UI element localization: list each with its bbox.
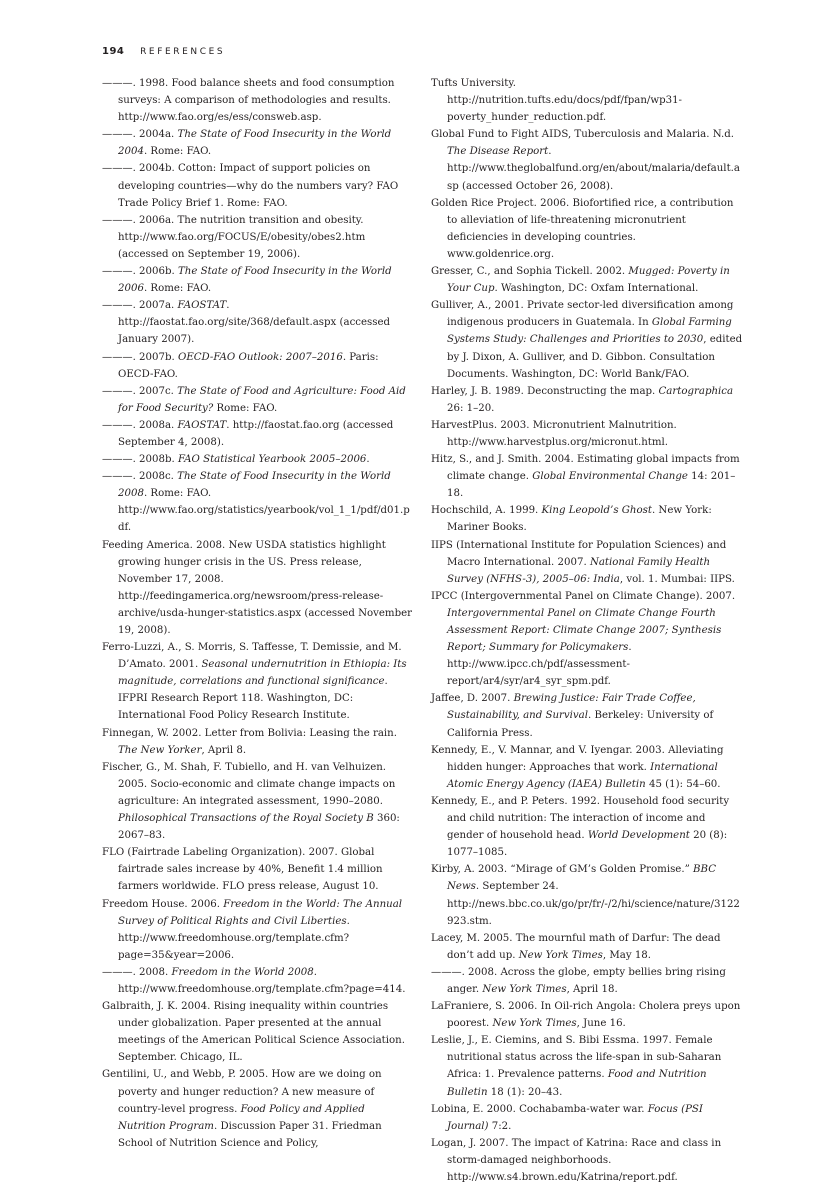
reference-title: The Disease Report — [447, 146, 549, 158]
reference-entry — [102, 759, 414, 844]
reference-text: ———. 1998. Food balance sheets and food consumption surveys: A comparison of methodologies and results. http://www.fao.org/es/ess/consweb.asp. — [102, 78, 395, 124]
reference-text: , edited by J. Dixon, A. Gulliver, and D. Gibbon. Consultation Documents. Washington, DC: World Bank/FAO. — [447, 334, 743, 380]
reference-text: Ferro-Luzzi, A., S. Morris, S. Taffesse, T. Demissie, and M. D’Amato. 2001. — [102, 642, 402, 671]
reference-text: Logan, J. 2007. The impact of Katrina: Race and class in storm-damaged neighborhoods. http://www.s4.brown.edu/Katrina/report.pdf. — [431, 1137, 722, 1183]
reference-title: King Leopold’s Ghost — [541, 505, 652, 517]
reference-title: Intergovernmental Panel on Climate Change Fourth Assessment Report: Climate Change 2007; Synthesis Report; Summary for Policymakers — [447, 607, 722, 654]
reference-entry — [431, 793, 743, 861]
reference-text: . New York: Mariner Books. — [447, 505, 712, 534]
reference-text: , June 16. — [576, 1018, 626, 1030]
reference-title: Mugged: Poverty in Your Cup — [447, 266, 730, 295]
reference-entry — [431, 537, 743, 588]
running-header — [102, 46, 225, 57]
reference-text: ———. 2006a. The nutrition transition and obesity. http://www.fao.org/FOCUS/E/obesity/obes2.htm (accessed on September 19, 2006). — [102, 214, 366, 260]
page-number: 194 — [102, 46, 125, 57]
reference-entry — [431, 930, 743, 964]
reference-title: Food Policy and Applied Nutrition Program — [118, 1103, 365, 1132]
reference-entry — [102, 297, 414, 348]
reference-title: The State of Food and Agriculture: Food Aid for Food Security? — [118, 385, 406, 414]
reference-text: ———. 2004a. — [102, 129, 178, 141]
reference-text: Kennedy, E., and P. Peters. 1992. Household food security and child nutrition: The interaction of income and gender of household head. — [431, 795, 730, 842]
reference-entry — [102, 896, 414, 964]
reference-entry — [431, 75, 743, 126]
reference-text: IPCC (Intergovernmental Panel on Climate Change). 2007. — [431, 590, 736, 602]
reference-text: Finnegan, W. 2002. Letter from Bolivia: Leasing the rain. — [102, 727, 397, 739]
reference-text: . http://www.ipcc.ch/pdf/assessment-report/ar4/syr/ar4_syr_spm.pdf. — [447, 642, 632, 688]
reference-text: Rome: FAO. — [213, 402, 278, 414]
reference-entry — [102, 998, 414, 1066]
reference-text: IIPS (International Institute for Population Sciences) and Macro International. 2007. — [431, 539, 727, 568]
reference-title: Focus (PSI Journal) — [447, 1103, 703, 1132]
reference-title: OECD-FAO Outlook: 2007–2016 — [177, 351, 343, 363]
reference-title: The State of Food Insecurity in the World 2008 — [118, 471, 391, 500]
reference-text: . http://www.freedomhouse.org/template.cfm?page=414. — [118, 966, 406, 995]
reference-title: The State of Food Insecurity in the World 2004 — [118, 129, 392, 158]
reference-text: Lobina, E. 2000. Cochabamba-water war. — [431, 1103, 648, 1115]
reference-title: International Atomic Energy Agency (IAEA) Bulletin — [447, 761, 718, 790]
reference-title: The State of Food Insecurity in the World 2006 — [118, 266, 392, 295]
reference-title: Cartographica — [658, 385, 734, 397]
reference-text: Gentilini, U., and Webb, P. 2005. How are we doing on poverty and hunger reduction? A new measure of country-level progress. — [102, 1069, 382, 1115]
reference-entry — [102, 1066, 414, 1151]
reference-entry — [431, 964, 743, 998]
reference-text: . Berkeley: University of California Press. — [447, 710, 714, 739]
reference-entry — [102, 639, 414, 724]
reference-title: FAOSTAT — [177, 419, 227, 431]
reference-text: FLO (Fairtrade Labeling Organization). 2007. Global fairtrade sales increase by 40%, Benefit 1.4 million farmers worldwide. FLO press release, August 10. — [102, 847, 383, 893]
reference-entry — [431, 417, 743, 451]
reference-entry — [431, 1101, 743, 1135]
left-column — [102, 75, 414, 1152]
reference-text: 20 (8): 1077–1085. — [447, 830, 728, 859]
reference-text: . Washington, DC: Oxfam International. — [494, 283, 699, 295]
reference-text: Tufts University. http://nutrition.tufts.edu/docs/pdf/fpan/wp31-poverty_hunder_reduction.pdf. — [431, 78, 682, 124]
reference-text: . http://www.freedomhouse.org/template.cfm?page=35&year=2006. — [118, 915, 350, 961]
reference-text: Leslie, J., E. Ciemins, and S. Bibi Essma. 1997. Female nutritional status across the life-span in sub-Saharan Africa: 1. Prevalence patterns. — [431, 1035, 722, 1081]
reference-entry — [102, 964, 414, 998]
reference-text: . http://faostat.fao.org/site/368/default.aspx (accessed January 2007). — [118, 300, 391, 346]
reference-text: ———. 2008. Across the globe, empty bellies bring rising anger. — [431, 966, 726, 995]
reference-text: Galbraith, J. K. 2004. Rising inequality within countries under globalization. Paper presented at the annual meetings of the American Political Science Association. September. Chicago, IL. — [102, 1001, 405, 1064]
reference-text: Hitz, S., and J. Smith. 2004. Estimating global impacts from climate change. — [431, 454, 740, 483]
reference-entry — [431, 742, 743, 793]
reference-title: Philosophical Transactions of the Royal Society B — [118, 813, 374, 825]
reference-entry — [102, 537, 414, 640]
reference-entry — [431, 195, 743, 263]
reference-text: 45 (1): 54–60. — [645, 778, 721, 790]
reference-text: . http://www.theglobalfund.org/en/about/malaria/default.asp (accessed October 26, 2008). — [447, 146, 740, 192]
reference-text: . Rome: FAO. — [143, 146, 212, 158]
reference-entry — [102, 349, 414, 383]
reference-entry — [431, 861, 743, 929]
reference-text: 26: 1–20. — [447, 402, 495, 414]
reference-entry — [102, 126, 414, 160]
reference-text: 18 (1): 20–43. — [487, 1086, 563, 1098]
reference-text: Harley, J. B. 1989. Deconstructing the map. — [431, 385, 659, 397]
reference-entry — [431, 297, 743, 382]
reference-text: , vol. 1. Mumbai: IIPS. — [619, 573, 735, 585]
reference-entry — [431, 502, 743, 536]
reference-title: New York Times — [482, 983, 567, 995]
reference-text: . Paris: OECD-FAO. — [118, 351, 379, 380]
reference-title: National Family Health Survey (NFHS-3), 2005–06: India — [447, 556, 711, 585]
reference-entry — [431, 383, 743, 417]
reference-text: Jaffee, D. 2007. — [431, 693, 514, 705]
reference-text: , April 18. — [566, 983, 618, 995]
reference-entry — [102, 844, 414, 895]
reference-title: New York Times — [492, 1018, 577, 1030]
reference-title: BBC News — [447, 864, 716, 893]
reference-entry — [431, 1032, 743, 1100]
reference-text: Kennedy, E., V. Mannar, and V. Iyengar. 2003. Alleviating hidden hunger: Approaches that work. — [431, 744, 724, 773]
reference-text: Golden Rice Project. 2006. Biofortified rice, a contribution to alleviation of life-threatening micronutrient deficiencies in developing countries. www.goldenrice.org. — [431, 197, 734, 260]
reference-text: ———. 2008a. — [102, 419, 178, 431]
reference-title: World Development — [587, 830, 690, 842]
reference-entry — [102, 468, 414, 536]
reference-text: ———. 2004b. Cotton: Impact of support policies on developing countries—why do the numbers vary? FAO Trade Policy Brief 1. Rome: FAO. — [102, 163, 399, 209]
reference-text: Gresser, C., and Sophia Tickell. 2002. — [431, 266, 629, 278]
reference-entry — [431, 1135, 743, 1186]
reference-entry — [102, 75, 414, 126]
right-column — [431, 75, 743, 1186]
reference-text: ———. 2008c. — [102, 471, 178, 483]
reference-text: Lacey, M. 2005. The mournful math of Darfur: The dead don’t add up. — [431, 932, 721, 961]
reference-text: . http://faostat.fao.org (accessed September 4, 2008). — [118, 419, 394, 448]
reference-text: ———. 2008. — [102, 966, 172, 978]
reference-text: Kirby, A. 2003. “Mirage of GM’s Golden Promise.” — [431, 864, 694, 876]
reference-entry — [102, 417, 414, 451]
reference-title: FAO Statistical Yearbook 2005–2006 — [177, 454, 367, 466]
reference-text: ———. 2006b. — [102, 266, 178, 278]
reference-title: Freedom in the World 2008 — [171, 966, 314, 978]
reference-entry — [431, 690, 743, 741]
reference-title: Brewing Justice: Fair Trade Coffee, Sustainability, and Survival — [447, 693, 696, 722]
reference-text: ———. 2007c. — [102, 385, 178, 397]
reference-entry — [431, 263, 743, 297]
reference-entry — [102, 212, 414, 263]
reference-title: Global Environmental Change — [532, 471, 688, 483]
reference-text: HarvestPlus. 2003. Micronutrient Malnutrition. http://www.harvestplus.org/micronut.html. — [431, 419, 677, 448]
reference-title: Food and Nutrition Bulletin — [447, 1069, 707, 1098]
reference-text: . IFPRI Research Report 118. Washington, DC: International Food Policy Research Institute. — [118, 676, 388, 722]
reference-entry — [102, 383, 414, 417]
reference-text: 14: 201–18. — [447, 471, 736, 500]
reference-entry — [431, 998, 743, 1032]
reference-title: New York Times — [518, 949, 603, 961]
reference-text: ———. 2007a. — [102, 300, 178, 312]
reference-text: ———. 2008b. — [102, 454, 178, 466]
running-head: REFERENCES — [140, 47, 226, 57]
reference-entry — [102, 451, 414, 468]
reference-entry — [431, 451, 743, 502]
reference-text: 7:2. — [488, 1120, 512, 1132]
reference-title: FAOSTAT — [177, 300, 227, 312]
reference-entry — [102, 263, 414, 297]
reference-text: . — [366, 454, 370, 466]
reference-title: Freedom in the World: The Annual Survey of Political Rights and Civil Liberties — [118, 898, 403, 927]
reference-text: Gulliver, A., 2001. Private sector-led diversification among indigenous producers in Guatemala. In — [431, 300, 734, 329]
reference-text: , May 18. — [602, 949, 652, 961]
reference-entry — [102, 160, 414, 211]
reference-text: ———. 2007b. — [102, 351, 178, 363]
reference-text: Global Fund to Fight AIDS, Tuberculosis and Malaria. N.d. — [431, 129, 734, 141]
reference-text: Hochschild, A. 1999. — [431, 505, 542, 517]
reference-text: LaFraniere, S. 2006. In Oil-rich Angola: Cholera preys upon poorest. — [431, 1001, 741, 1030]
reference-text: . Rome: FAO. — [143, 283, 212, 295]
reference-text: Fischer, G., M. Shah, F. Tubiello, and H. van Velhuizen. 2005. Socio-economic and climate change impacts on agriculture: An integrated assessment, 1990–2080. — [102, 761, 396, 807]
reference-text: . Discussion Paper 31. Friedman School of Nutrition Science and Policy, — [118, 1120, 382, 1149]
reference-entry — [102, 725, 414, 759]
reference-text: . Rome: FAO. http://www.fao.org/statistics/yearbook/vol_1_1/pdf/d01.pdf. — [118, 488, 410, 534]
reference-text: . September 24. http://news.bbc.co.uk/go/pr/fr/-/2/hi/science/nature/3122923.stm. — [447, 881, 740, 927]
reference-title: Seasonal undernutrition in Ethiopia: Its magnitude, correlations and functional significance — [118, 659, 407, 688]
reference-entry — [431, 588, 743, 691]
reference-title: Global Farming Systems Study: Challenges and Priorities to 2030 — [447, 317, 732, 346]
reference-text: Freedom House. 2006. — [102, 898, 224, 910]
reference-title: The New Yorker — [118, 744, 202, 756]
reference-text: , April 8. — [201, 744, 247, 756]
reference-text: Feeding America. 2008. New USDA statistics highlight growing hunger crisis in the US. Press release, November 17, 2008. http://feedingamerica.org/newsroom/press-release-archive/usda-hunger-statistics.aspx (accessed November 19, 2008). — [102, 539, 413, 636]
reference-entry — [431, 126, 743, 194]
reference-text: 360: 2067–83. — [118, 813, 400, 842]
